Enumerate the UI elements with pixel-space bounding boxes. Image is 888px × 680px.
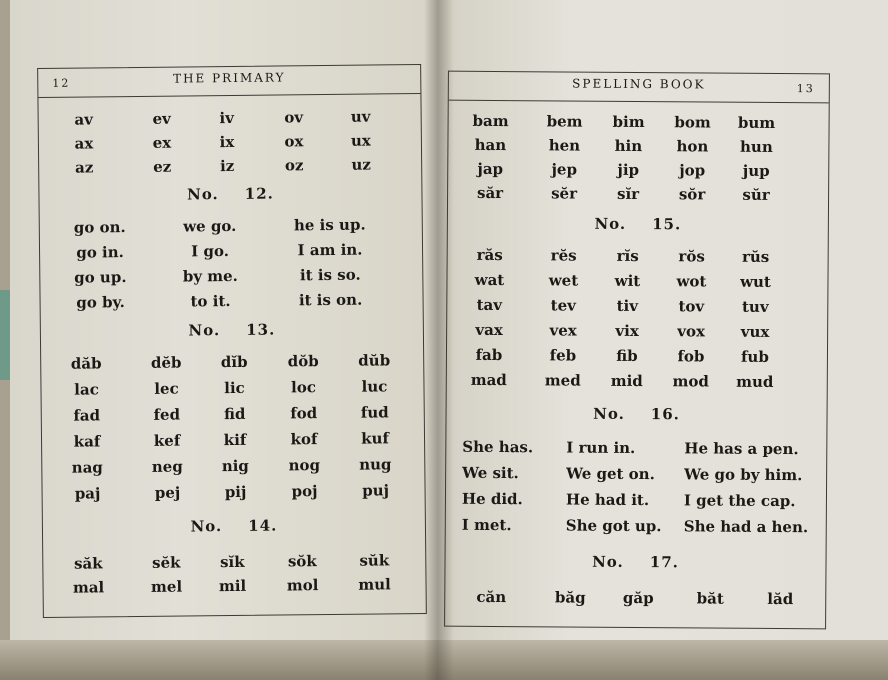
syllable-row <box>41 351 423 373</box>
syllable: hun <box>739 137 773 156</box>
syllable-row <box>448 160 828 181</box>
sentence-row <box>446 438 826 459</box>
syllable: wot <box>676 272 707 291</box>
syllable-row <box>448 184 828 205</box>
syllable: săr <box>476 183 504 203</box>
syllable: av <box>74 110 93 129</box>
lesson-heading-13 <box>41 319 423 341</box>
lesson-heading-12 <box>39 183 421 205</box>
syllable: căn <box>476 587 507 607</box>
left-page-number: 12 <box>52 76 71 90</box>
phrase: by me. <box>182 266 238 286</box>
syllable: sĕk <box>152 553 181 572</box>
syllable: az <box>74 158 94 177</box>
syllable: mul <box>358 575 391 594</box>
syllable: kaf <box>73 432 101 451</box>
phrase: we go. <box>183 216 237 236</box>
right-page-header <box>449 72 829 104</box>
left-page-header <box>38 65 420 98</box>
syllable: ez <box>153 157 172 176</box>
syllable: tav <box>476 295 503 315</box>
syllable: rŭs <box>741 247 770 266</box>
syllable-row <box>39 107 421 129</box>
syllable: dŏb <box>287 352 319 371</box>
syllable: vox <box>677 322 706 341</box>
right-page-frame <box>444 71 830 630</box>
syllable-row <box>448 246 828 267</box>
syllable-row <box>448 136 828 157</box>
syllable: găp <box>622 588 654 608</box>
syllable: fob <box>677 347 705 366</box>
sentence: He did. <box>461 489 523 509</box>
syllable-row <box>449 112 829 133</box>
lesson-heading-16 <box>446 404 826 425</box>
sentence: I met. <box>461 515 512 535</box>
syllable: uz <box>351 155 371 174</box>
syllable: dĭb <box>220 352 248 372</box>
lesson-number: 17. <box>649 553 679 572</box>
syllable: kif <box>223 430 247 450</box>
syllable-row <box>42 403 424 425</box>
syllable: fid <box>223 404 246 424</box>
syllable: sŏr <box>678 185 706 204</box>
syllable-row <box>39 155 421 177</box>
syllable: ex <box>152 133 172 152</box>
syllable: wat <box>474 270 505 290</box>
syllable: han <box>474 135 507 155</box>
syllable: kef <box>153 431 181 450</box>
sentence-row <box>446 490 826 511</box>
phrase: go by. <box>76 293 125 312</box>
syllable: răs <box>476 245 503 265</box>
syllable: sŭk <box>359 551 390 570</box>
lesson-label: No. <box>186 185 219 204</box>
sentence-row <box>446 516 826 537</box>
syllable: sĭr <box>616 184 640 204</box>
phrase-row <box>40 240 422 262</box>
syllable: fed <box>153 405 181 424</box>
lesson-label: No. <box>190 517 223 536</box>
syllable: hin <box>614 136 643 156</box>
syllable: tiv <box>616 296 639 316</box>
syllable: mel <box>150 577 183 596</box>
syllable: fab <box>475 345 503 365</box>
lesson-label: No. <box>592 552 624 571</box>
syllable: poj <box>291 482 318 501</box>
syllable: loc <box>290 378 317 397</box>
syllable: tev <box>550 296 576 315</box>
syllable-row <box>445 588 825 609</box>
lesson-label: No. <box>188 321 221 340</box>
sentence: He had it. <box>565 490 650 510</box>
left-page-title: THE PRIMARY <box>172 70 286 86</box>
syllable: wet <box>548 271 579 290</box>
sentence: We get on. <box>566 464 655 484</box>
syllable: fib <box>616 346 638 366</box>
syllable: tuv <box>741 297 769 316</box>
syllable: jop <box>679 161 706 180</box>
syllable: ix <box>219 132 235 152</box>
syllable: mad <box>470 370 507 390</box>
syllable: dĕb <box>150 353 182 372</box>
lesson-number: 13. <box>246 320 276 339</box>
phrase: go on. <box>73 218 126 237</box>
syllable-row <box>42 429 424 451</box>
syllable: jip <box>617 160 640 180</box>
syllable: vex <box>549 321 577 340</box>
phrase: I am in. <box>297 240 363 260</box>
syllable: ux <box>350 131 371 150</box>
syllable: kuf <box>361 429 389 448</box>
syllable: wut <box>740 272 771 291</box>
syllable: wit <box>614 271 641 291</box>
syllable: dăb <box>70 354 102 373</box>
right-page <box>438 0 888 648</box>
syllable: luc <box>361 377 388 396</box>
sentence: She has. <box>462 437 534 457</box>
syllable: oz <box>284 156 304 175</box>
syllable: rĭs <box>616 246 639 266</box>
syllable: mil <box>218 576 247 596</box>
syllable: iv <box>219 108 234 128</box>
sentence-row <box>446 464 826 485</box>
lesson-label: No. <box>594 214 627 233</box>
sentence: She had a hen. <box>683 517 809 537</box>
lesson-number: 12. <box>244 184 274 203</box>
syllable: mid <box>610 371 643 391</box>
syllable: nug <box>359 455 392 474</box>
lesson-number: 16. <box>650 405 681 424</box>
syllable: fad <box>73 406 101 425</box>
syllable: hon <box>676 137 709 156</box>
lesson-heading-15 <box>448 214 828 235</box>
phrase: go in. <box>76 243 124 262</box>
syllable: bom <box>674 113 711 132</box>
phrase: it is so. <box>299 265 361 285</box>
sentence: I get the cap. <box>683 491 796 511</box>
syllable: tov <box>678 297 705 316</box>
lesson-number: 15. <box>652 215 682 234</box>
syllable: mud <box>736 372 774 391</box>
right-page-number: 13 <box>796 82 815 96</box>
book-spine-shadow <box>424 0 454 680</box>
syllable: iz <box>219 156 235 176</box>
sentence: I run in. <box>566 438 636 457</box>
lesson-heading-17 <box>445 552 825 573</box>
syllable: lăd <box>767 589 794 609</box>
syllable: nig <box>221 456 249 476</box>
syllable: pij <box>224 482 247 502</box>
syllable: mol <box>286 576 319 595</box>
phrase: he is up. <box>293 215 366 235</box>
syllable: rŏs <box>678 247 705 266</box>
syllable: hen <box>548 136 581 155</box>
syllable: vux <box>740 322 770 341</box>
syllable: kof <box>290 430 318 449</box>
syllable: uv <box>350 107 371 126</box>
syllable: sŭr <box>742 185 770 204</box>
syllable: fud <box>360 403 389 422</box>
syllable-row <box>447 371 827 392</box>
sentence: She got up. <box>565 516 662 536</box>
sentence: He has a pen. <box>684 439 799 459</box>
left-page <box>10 0 440 648</box>
syllable: fod <box>290 404 318 423</box>
syllable-row <box>447 321 827 342</box>
syllable: băt <box>696 589 724 608</box>
syllable: feb <box>549 346 577 365</box>
syllable: lec <box>154 379 179 398</box>
syllable: mod <box>672 372 710 391</box>
lesson-label: No. <box>593 404 625 423</box>
phrase-row <box>40 215 422 237</box>
syllable: ax <box>74 134 94 153</box>
syllable-row <box>42 481 424 503</box>
syllable: bum <box>737 113 776 132</box>
syllable: pej <box>154 483 181 502</box>
syllable: lac <box>74 380 99 399</box>
syllable: dŭb <box>358 351 391 370</box>
syllable-row <box>41 377 423 399</box>
syllable: sĭk <box>219 552 245 572</box>
phrase: go up. <box>74 268 127 287</box>
sentence: We sit. <box>462 463 519 483</box>
syllable: ov <box>284 108 304 127</box>
phrase: to it. <box>190 292 231 311</box>
lesson-number: 14. <box>248 516 278 535</box>
syllable: neg <box>151 457 183 476</box>
syllable: puj <box>362 481 390 500</box>
syllable: nag <box>71 458 103 477</box>
phrase: it is on. <box>298 290 363 310</box>
lesson-heading-14 <box>43 515 425 537</box>
right-page-title: SPELLING BOOK <box>572 76 706 92</box>
syllable: sĕr <box>551 184 578 203</box>
left-page-frame <box>37 64 427 618</box>
syllable: vax <box>475 320 503 340</box>
syllable: ev <box>152 109 171 128</box>
syllable-row <box>447 346 827 367</box>
syllable-row <box>447 271 827 292</box>
syllable-row <box>39 131 421 153</box>
phrase-row <box>40 290 422 312</box>
syllable: băg <box>554 588 586 607</box>
syllable: fub <box>740 347 769 366</box>
syllable: jap <box>477 159 504 179</box>
syllable: bem <box>546 112 583 131</box>
syllable-row <box>43 551 425 573</box>
syllable: jep <box>551 160 578 179</box>
sentence: We go by him. <box>684 465 803 485</box>
syllable: nog <box>288 456 321 475</box>
syllable-row <box>42 455 424 477</box>
phrase-row <box>40 265 422 287</box>
syllable-row <box>447 296 827 317</box>
syllable: lic <box>224 378 245 398</box>
syllable: sŏk <box>287 552 317 571</box>
syllable: med <box>544 371 581 390</box>
syllable: vix <box>615 321 639 341</box>
syllable: bam <box>472 111 509 131</box>
syllable: paj <box>74 484 101 503</box>
syllable: rĕs <box>550 246 577 265</box>
syllable: săk <box>73 554 103 573</box>
syllable: bim <box>612 112 645 132</box>
syllable-row <box>43 575 425 597</box>
syllable: jup <box>742 161 770 180</box>
syllable: mal <box>72 578 105 597</box>
syllable: ox <box>284 132 304 151</box>
phrase: I go. <box>191 242 229 261</box>
